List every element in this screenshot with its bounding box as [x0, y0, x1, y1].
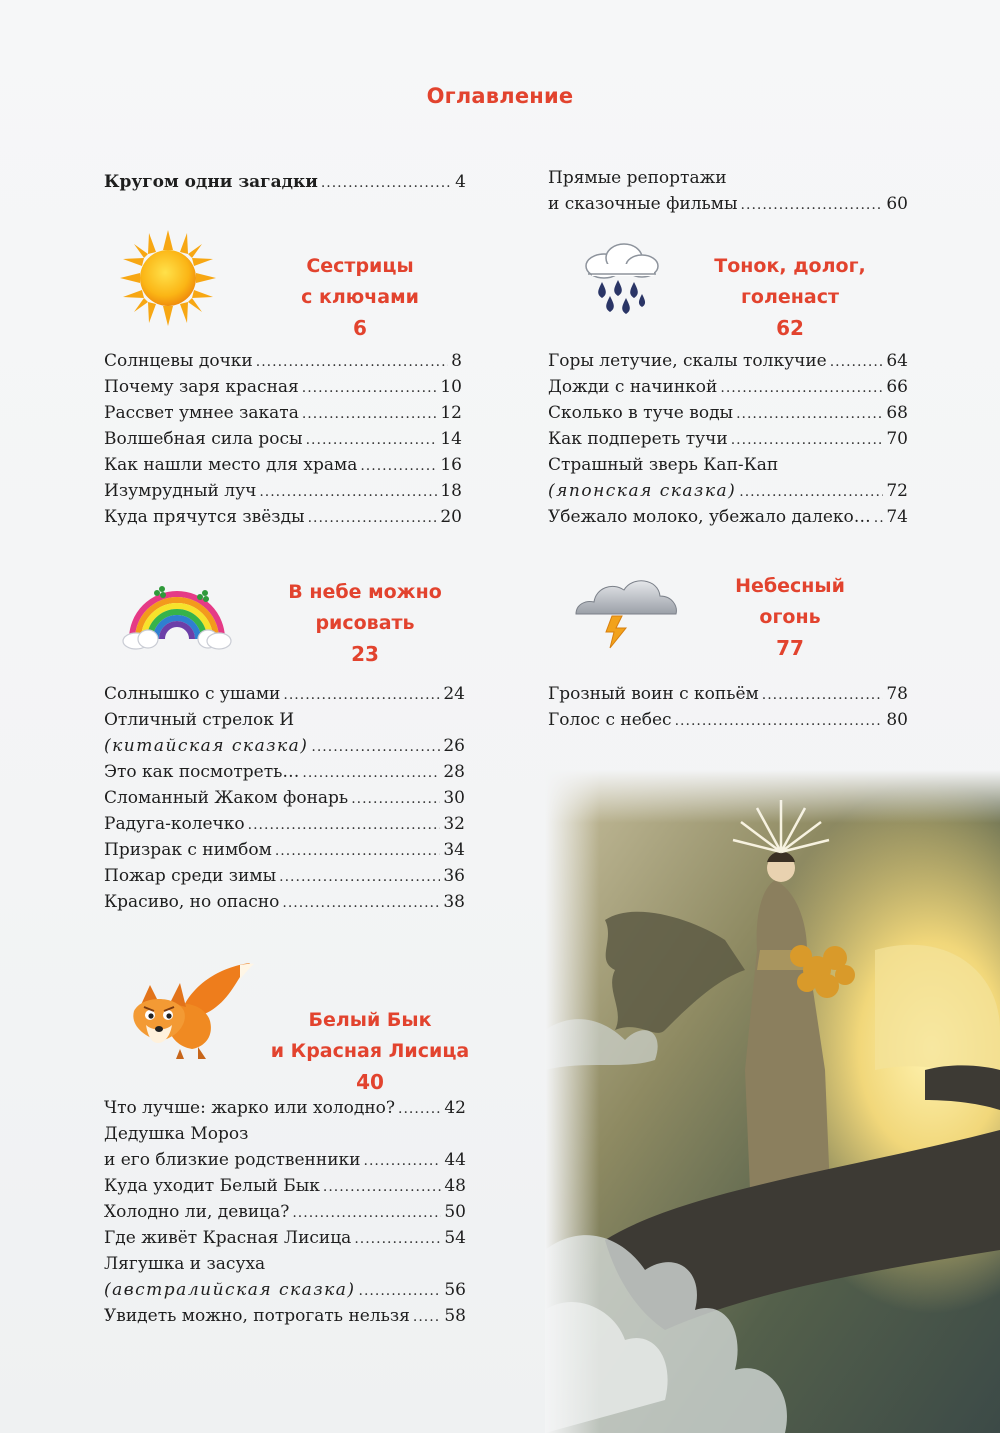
- toc-entry-title: и его близкие родственники: [104, 1150, 361, 1170]
- leader-dots: [354, 1227, 441, 1251]
- toc-entry-title: Как нашли место для храма: [104, 455, 358, 475]
- toc-entry-title: Что лучше: жарко или холодно?: [104, 1098, 396, 1118]
- toc-entry-title: Солнышко с ушами: [104, 684, 281, 704]
- toc-entry[interactable]: [104, 505, 462, 529]
- sun-icon: [118, 228, 218, 328]
- toc-entry[interactable]: [104, 427, 462, 451]
- leader-dots: [306, 428, 438, 452]
- toc-entry-page: 12: [440, 403, 462, 423]
- toc-entry[interactable]: [104, 375, 462, 399]
- toc-entry-page: 50: [444, 1202, 466, 1222]
- toc-entry[interactable]: [548, 401, 908, 425]
- toc-entry-page: 48: [444, 1176, 466, 1196]
- toc-entry-title: Пожар среди зимы: [104, 866, 277, 886]
- toc-entry-page: 36: [443, 866, 465, 886]
- storm-cloud-icon: [572, 568, 682, 652]
- toc-entry[interactable]: [104, 453, 462, 477]
- toc-entry-title: Убежало молоко, убежало далеко…: [548, 507, 871, 527]
- leader-dots: [720, 376, 883, 400]
- leader-dots: [283, 683, 440, 707]
- section-title-line1: Тонок, долог,: [714, 255, 866, 277]
- toc-entry[interactable]: [104, 682, 465, 706]
- toc-entry-title[interactable]: Дедушка Мороз: [104, 1124, 249, 1144]
- toc-entry-page: 68: [886, 403, 908, 423]
- section-heading-3[interactable]: [270, 1005, 470, 1098]
- section-heading-5[interactable]: [690, 571, 890, 664]
- toc-entry[interactable]: [548, 192, 908, 216]
- toc-entry-title: Сколько в туче воды: [548, 403, 734, 423]
- section-page-number: 40: [356, 1070, 384, 1094]
- toc-entry[interactable]: [104, 479, 462, 503]
- toc-entry[interactable]: [548, 708, 908, 732]
- toc-entry-page: 26: [443, 736, 465, 756]
- leader-dots: [741, 193, 884, 217]
- leader-dots: [302, 402, 438, 426]
- toc-entry[interactable]: [104, 786, 465, 810]
- toc-entry-title: Рассвет умнее заката: [104, 403, 299, 423]
- toc-entry[interactable]: [104, 864, 465, 888]
- leader-dots: [275, 839, 441, 863]
- section-page-number: 6: [353, 316, 367, 340]
- toc-entry-page: 16: [440, 455, 462, 475]
- toc-entry-title: Где живёт Красная Лисица: [104, 1228, 352, 1248]
- toc-entry-title: Грозный воин с копьём: [548, 684, 759, 704]
- leader-dots: [675, 709, 884, 733]
- leader-dots: [279, 865, 440, 889]
- toc-entry-title: Холодно ли, девица?: [104, 1202, 290, 1222]
- toc-entry-page: 60: [886, 194, 908, 214]
- toc-entry[interactable]: [548, 682, 908, 706]
- toc-entry[interactable]: [104, 1096, 466, 1120]
- toc-entry[interactable]: [104, 1148, 466, 1172]
- rain-cloud-icon: [582, 240, 662, 325]
- toc-entry-page: 30: [443, 788, 465, 808]
- leader-dots: [282, 891, 440, 915]
- leader-dots: [323, 1175, 441, 1199]
- leader-dots: [292, 1201, 441, 1225]
- toc-entry-page: 66: [886, 377, 908, 397]
- leader-dots: [259, 480, 437, 504]
- section-title-line1: В небе можно: [288, 581, 442, 603]
- leader-dots: [256, 350, 448, 374]
- toc-entry-title: Куда уходит Белый Бык: [104, 1176, 320, 1196]
- toc-entry-page: 20: [440, 507, 462, 527]
- toc-entry-page: 32: [443, 814, 465, 834]
- toc-entry[interactable]: [104, 1304, 466, 1328]
- toc-entry[interactable]: [104, 1226, 466, 1250]
- toc-entry-page: 38: [443, 892, 465, 912]
- toc-entry-page: 14: [440, 429, 462, 449]
- toc-entry-page: 64: [886, 351, 908, 371]
- toc-entry-title: Это как посмотреть…: [104, 762, 300, 782]
- leader-dots: [398, 1097, 441, 1121]
- toc-entry-page: 42: [444, 1098, 466, 1118]
- section-heading-4[interactable]: [690, 251, 890, 344]
- toc-entry-page: 34: [443, 840, 465, 860]
- toc-entry[interactable]: [104, 890, 465, 914]
- section-title-line2: с ключами: [301, 286, 419, 308]
- toc-entry[interactable]: [548, 479, 908, 503]
- toc-entry[interactable]: [104, 1200, 466, 1224]
- toc-entry-page: 18: [440, 481, 462, 501]
- leader-dots: [739, 480, 883, 504]
- toc-entry-title: Голос с небес: [548, 710, 672, 730]
- toc-entry-title[interactable]: Страшный зверь Кап-Кап: [548, 455, 779, 475]
- toc-entry-page: 54: [444, 1228, 466, 1248]
- toc-entry-page: 58: [444, 1306, 466, 1326]
- toc-entry-page: 78: [886, 684, 908, 704]
- toc-entry-title[interactable]: Прямые репортажи: [548, 168, 727, 188]
- leader-dots: [311, 735, 440, 759]
- toc-entry-page: 70: [886, 429, 908, 449]
- toc-entry[interactable]: [548, 375, 908, 399]
- toc-entry-title: Увидеть можно, потрогать нельзя: [104, 1306, 410, 1326]
- leader-dots: [248, 813, 441, 837]
- toc-entry-page: 24: [443, 684, 465, 704]
- section-page-number: 62: [776, 316, 804, 340]
- toc-entry[interactable]: [104, 349, 462, 373]
- section-title-line2: и Красная Лисица: [270, 1040, 470, 1062]
- leader-dots: [302, 376, 438, 400]
- leader-dots: [321, 171, 452, 195]
- leader-dots: [359, 1279, 442, 1303]
- toc-entry[interactable]: [548, 505, 908, 529]
- leader-dots: [413, 1305, 441, 1329]
- page-title: Оглавление: [426, 84, 574, 108]
- toc-entry-title: Дожди с начинкой: [548, 377, 718, 397]
- toc-entry-title: Солнцевы дочки: [104, 351, 253, 371]
- toc-entry[interactable]: [104, 734, 465, 758]
- toc-entry-title: (китайская сказка): [104, 736, 309, 756]
- toc-entry-page: 80: [886, 710, 908, 730]
- section-heading-2[interactable]: [250, 577, 480, 670]
- toc-entry[interactable]: [104, 401, 462, 425]
- leader-dots: [308, 506, 438, 530]
- toc-entry[interactable]: [104, 760, 465, 784]
- toc-entry-title: Почему заря красная: [104, 377, 299, 397]
- leader-dots: [302, 761, 440, 785]
- toc-entry-title: и сказочные фильмы: [548, 194, 738, 214]
- toc-entry[interactable]: [548, 427, 908, 451]
- toc-entry[interactable]: [104, 1174, 466, 1198]
- fox-icon: [120, 955, 260, 1065]
- toc-entry-title: (японская сказка): [548, 481, 737, 501]
- leader-dots: [736, 402, 883, 426]
- toc-entry-title: Волшебная сила росы: [104, 429, 303, 449]
- toc-entry-title: Призрак с нимбом: [104, 840, 272, 860]
- section-title-line1: Небесный: [735, 575, 845, 597]
- leader-dots: [762, 683, 884, 707]
- toc-entry-title: Кругом одни загадки: [104, 172, 318, 192]
- toc-entry-title: Изумрудный луч: [104, 481, 257, 501]
- section-heading-1[interactable]: [250, 251, 470, 344]
- toc-entry-page: 56: [444, 1280, 466, 1300]
- toc-entry-title: Сломанный Жаком фонарь: [104, 788, 349, 808]
- leader-dots: [874, 506, 884, 530]
- leader-dots: [351, 787, 440, 811]
- section-title-line2: голенаст: [740, 286, 839, 308]
- toc-entry[interactable]: [104, 812, 465, 836]
- leader-dots: [364, 1149, 442, 1173]
- toc-entry-intro[interactable]: [104, 170, 466, 194]
- toc-entry-page: 10: [440, 377, 462, 397]
- section-title-line1: Белый Бык: [308, 1009, 432, 1031]
- section-page-number: 77: [776, 636, 804, 660]
- section-title-line1: Сестрицы: [306, 255, 414, 277]
- toc-entry-title: Красиво, но опасно: [104, 892, 280, 912]
- toc-entry-title: Как подпереть тучи: [548, 429, 728, 449]
- toc-entry[interactable]: [548, 349, 908, 373]
- toc-entry-page: 4: [455, 172, 466, 192]
- leader-dots: [731, 428, 884, 452]
- toc-entry-page: 44: [444, 1150, 466, 1170]
- toc-entry-page: 74: [886, 507, 908, 527]
- toc-entry-title: (австралийская сказка): [104, 1280, 356, 1300]
- sky-goddess-illustration: [545, 770, 1000, 1433]
- toc-entry[interactable]: [104, 838, 465, 862]
- toc-entry-title: Радуга-колечко: [104, 814, 245, 834]
- leader-dots: [360, 454, 437, 478]
- toc-entry-page: 72: [886, 481, 908, 501]
- toc-entry-title: Куда прячутся звёзды: [104, 507, 305, 527]
- toc-entry-page: 28: [443, 762, 465, 782]
- rainbow-icon: [122, 577, 232, 653]
- section-title-line2: рисовать: [315, 612, 415, 634]
- section-title-line2: огонь: [759, 606, 821, 628]
- toc-entry-title[interactable]: Лягушка и засуха: [104, 1254, 266, 1274]
- toc-entry-title: Горы летучие, скалы толкучие: [548, 351, 827, 371]
- toc-entry-page: 8: [451, 351, 462, 371]
- leader-dots: [830, 350, 884, 374]
- section-page-number: 23: [351, 642, 379, 666]
- toc-entry-title[interactable]: Отличный стрелок И: [104, 710, 295, 730]
- toc-entry[interactable]: [104, 1278, 466, 1302]
